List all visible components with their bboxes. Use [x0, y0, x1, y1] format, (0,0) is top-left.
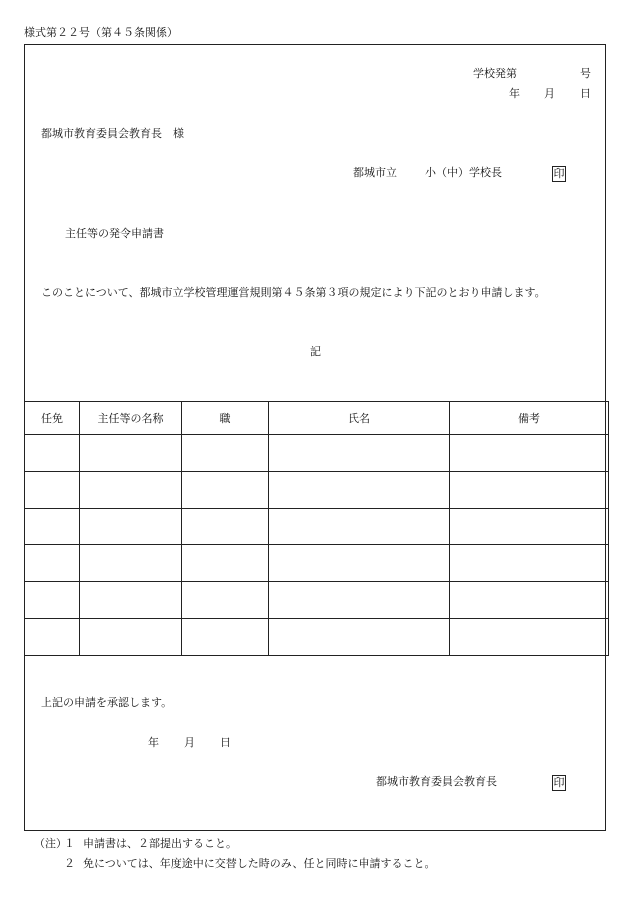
table-cell: [80, 545, 182, 582]
approval-seal: 印: [553, 776, 565, 789]
table-cell: [450, 618, 609, 655]
header-biko: 備考: [450, 402, 609, 435]
ki-label: 記: [310, 345, 321, 358]
date-year: 年: [509, 87, 520, 100]
table-cell: [25, 435, 80, 472]
table-row: [25, 471, 609, 508]
approval-signer: 都城市教育委員会教育長: [376, 775, 497, 788]
table-cell: [182, 508, 269, 545]
table-cell: [450, 582, 609, 619]
applicant-city: 都城市立: [353, 166, 397, 179]
table-cell: [182, 471, 269, 508]
date-day: 日: [580, 87, 591, 100]
form-number: 様式第２２号（第４５条関係）: [24, 26, 178, 39]
table-row: [25, 508, 609, 545]
note-2-number: ２: [64, 857, 75, 870]
doc-number-prefix: 学校発第: [473, 67, 517, 80]
note-1-text: 申請書は、２部提出すること。: [83, 837, 237, 850]
table-cell: [182, 435, 269, 472]
table-cell: [25, 471, 80, 508]
subject-title: 主任等の発令申請書: [65, 227, 164, 240]
table-cell: [269, 582, 450, 619]
date-month: 月: [544, 87, 555, 100]
table-cell: [269, 508, 450, 545]
table-cell: [269, 435, 450, 472]
table-cell: [182, 582, 269, 619]
header-shunin-name: 主任等の名称: [80, 402, 182, 435]
table-row: [25, 582, 609, 619]
approval-year: 年: [148, 736, 159, 749]
table-cell: [25, 582, 80, 619]
addressee: 都城市教育委員会教育長 様: [41, 127, 184, 140]
table-row: [25, 435, 609, 472]
notes-label: （注）: [34, 837, 67, 850]
approval-text: 上記の申請を承認します。: [41, 696, 173, 709]
note-2-text: 免については、年度途中に交替した時のみ、任と同時に申請すること。: [83, 857, 436, 870]
note-1-number: １: [64, 837, 75, 850]
header-shoku: 職: [182, 402, 269, 435]
table-cell: [80, 618, 182, 655]
table-cell: [450, 545, 609, 582]
table-cell: [80, 471, 182, 508]
table-cell: [269, 618, 450, 655]
approval-day: 日: [220, 736, 231, 749]
table-cell: [450, 435, 609, 472]
table-cell: [80, 508, 182, 545]
table-cell: [25, 618, 80, 655]
table-cell: [269, 471, 450, 508]
table-cell: [450, 471, 609, 508]
table-cell: [182, 545, 269, 582]
appointment-table: [24, 401, 609, 656]
table-cell: [25, 508, 80, 545]
table-cell: [80, 435, 182, 472]
table-cell: [182, 618, 269, 655]
table-row: [25, 618, 609, 655]
approval-month: 月: [184, 736, 195, 749]
table-cell: [269, 545, 450, 582]
body-text: このことについて、都城市立学校管理運営規則第４５条第３項の規定により下記のとおり申請します。: [41, 286, 546, 299]
applicant-seal: 印: [553, 167, 565, 180]
table-cell: [25, 545, 80, 582]
applicant-school-principal: 小（中）学校長: [425, 166, 502, 179]
header-ninmen: 任免: [25, 402, 80, 435]
doc-number-suffix: 号: [580, 67, 591, 80]
table-cell: [80, 582, 182, 619]
header-shimei: 氏名: [269, 402, 450, 435]
table-header-row: [25, 402, 609, 435]
table-cell: [450, 508, 609, 545]
table-row: [25, 545, 609, 582]
